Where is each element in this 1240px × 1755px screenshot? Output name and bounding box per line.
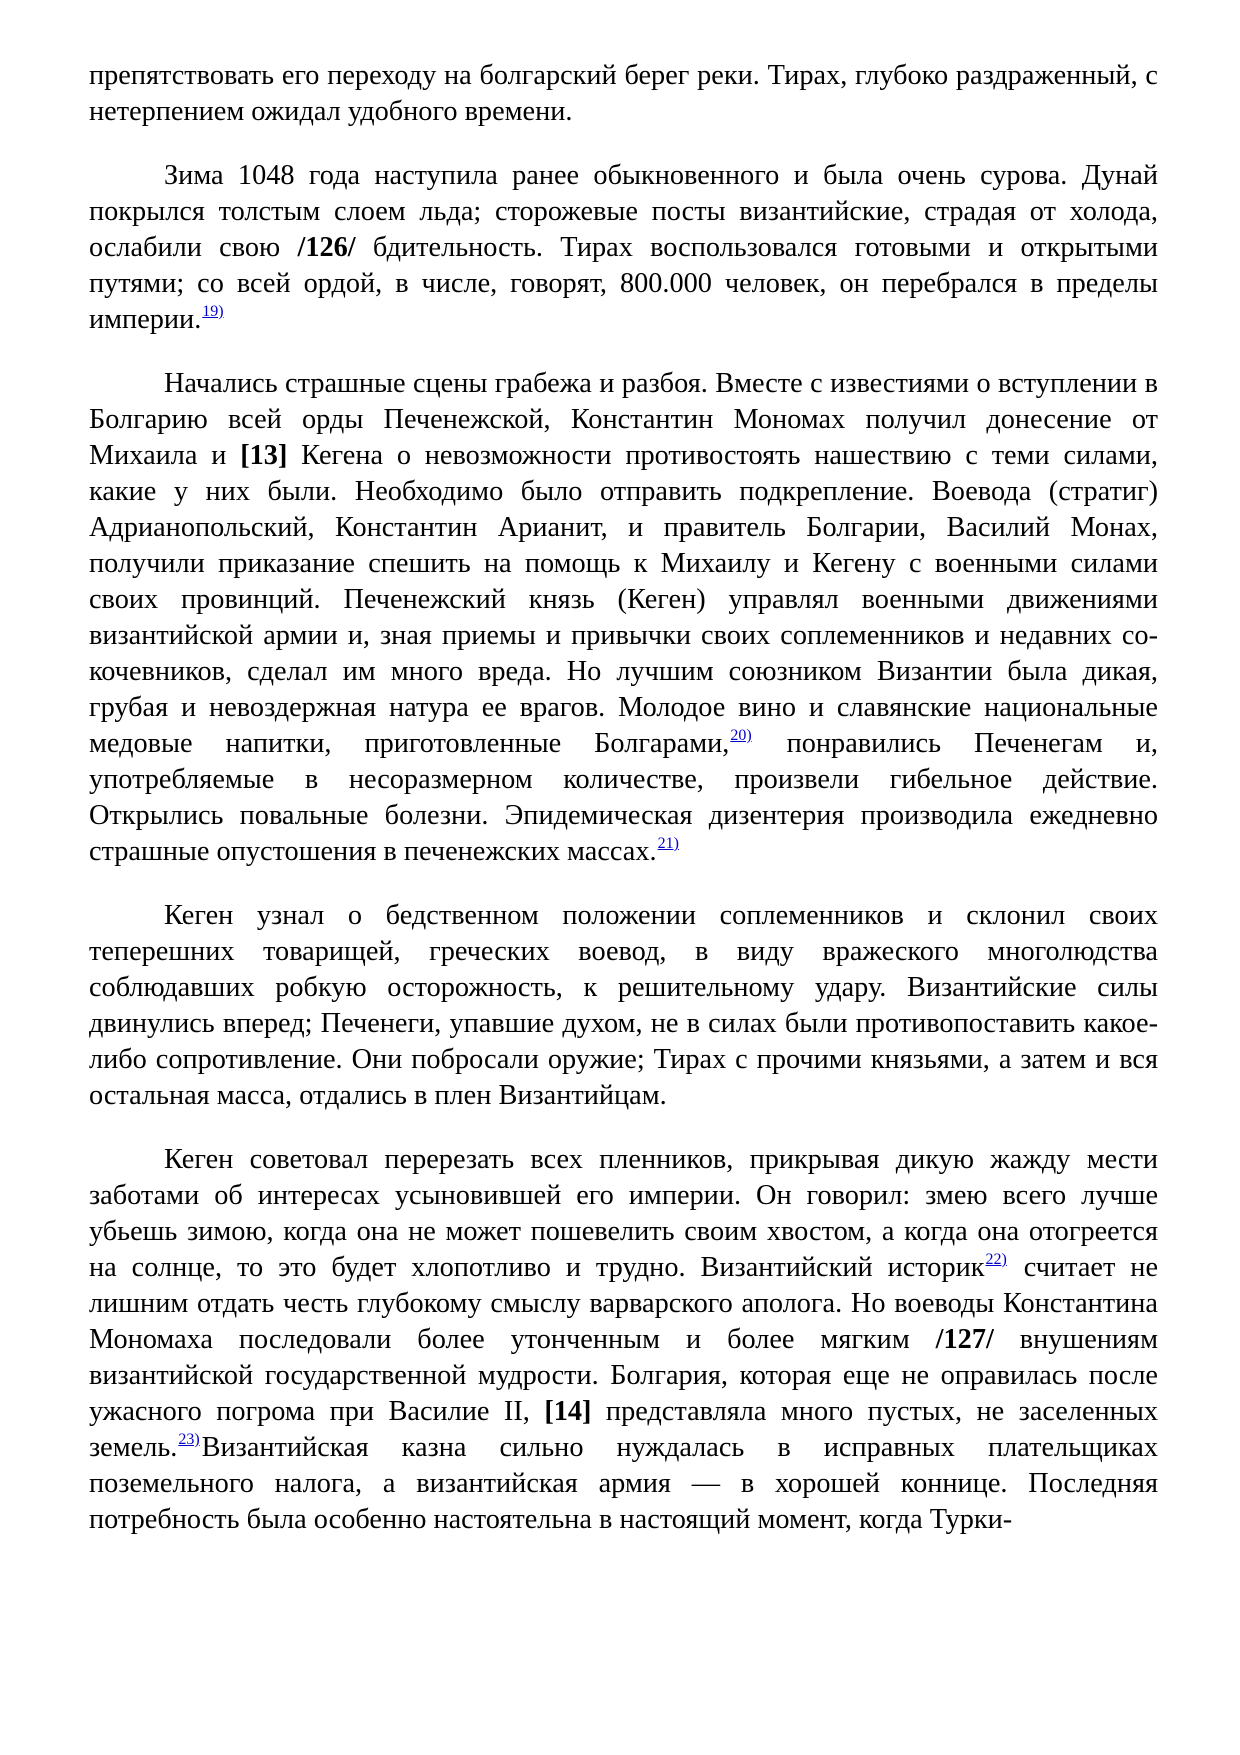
paragraph-text: представляла много пустых, не заселенных земель. (89, 1396, 1158, 1463)
paragraph-3 (89, 366, 1158, 870)
paragraph-1 (89, 58, 1158, 130)
paragraph-text: понравились Печенегам и, употребляемые в несоразмерном количестве, произвели гибельное действие. Открылись повальные болезни. Эпидемическая дизентерия производила ежедневно страшные опустошения в печенежских массах. (89, 728, 1158, 867)
paragraph-text: препятствовать его переходу на болгарский берег реки. Тирах, глубоко раздраженный, с нетерпением ожидал удобного времени. (89, 60, 1158, 127)
footnote-link-22[interactable]: 22) (985, 1251, 1007, 1268)
footnote-link-19[interactable]: 19) (202, 303, 224, 320)
footnote-link-21[interactable]: 21) (657, 835, 679, 852)
paragraph-text: бдительность. Тирах воспользовался готовыми и открытыми путями; со всей ордой, в числе, говорят, 800.000 человек, он перебрался в пределы империи. (89, 232, 1158, 335)
paragraph-text: Кеген советовал перерезать всех пленников, прикрывая дикую жажду мести заботами об интересах усыновившей его империи. Он говорил: змею всего лучше убьешь зимою, когда она не может пошевелить своим хвостом, а когда она отогреется на солнце, то это будет хлопотливо и трудно. Византийский историк (89, 1144, 1158, 1283)
paragraph-text: считает не лишним отдать честь глубокому смыслу варварского аполога. Но воеводы Константина Мономаха последовали более утонченным и более мягким (89, 1252, 1159, 1355)
paragraph-text: Зима 1048 года наступила ранее обыкновенного и была очень сурова. Дунай покрылся толстым слоем льда; сторожевые посты византийские, страдая от холода, ослабили свою (89, 160, 1158, 263)
paragraph-text: Начались страшные сцены грабежа и разбоя. Вместе с известиями о вступлении в Болгарию всей орды Печенежской, Константин Мономах получил донесение от Михаила и (89, 368, 1158, 471)
page-marker: [13] (240, 440, 288, 471)
document-page (89, 58, 1158, 1566)
page-marker: /126/ (297, 232, 356, 263)
page-marker: [14] (544, 1396, 592, 1427)
paragraph-text: Кегена о невозможности противостоять нашествию с теми силами, какие у них были. Необходимо было отправить подкрепление. Воевода (стратиг) Адрианопольский, Константин Арианит, и правитель Болгарии, Василий Монах, получили приказание спешить на помощь к Михаилу и Кегену с военными силами своих провинций. Печенежский князь (Кеген) управлял военными движениями византийской армии и, зная приемы и привычки своих соплеменников и недавних сокочевников, сделал им много вреда. Но лучшим союзником Византии была дикая, грубая и невоздержная натура ее врагов. Молодое вино и славянские национальные медовые напитки, приготовленные Болгарами, (89, 440, 1158, 759)
footnote-link-20[interactable]: 20) (730, 727, 752, 744)
paragraph-2 (89, 158, 1158, 338)
paragraph-text: Византийская казна сильно нуждалась в исправных плательщиках поземельного налога, а византийская армия — в хорошей коннице. Последняя потребность была особенно настоятельна в настоящий момент, когда Турки- (89, 1432, 1158, 1535)
footnote-link-23[interactable]: 23) (178, 1431, 200, 1448)
page-marker: /127/ (935, 1324, 994, 1355)
paragraph-5 (89, 1142, 1158, 1538)
paragraph-4 (89, 898, 1158, 1114)
paragraph-text: внушениям византийской государственной мудрости. Болгария, которая еще не оправилась после ужасного погрома при Василие II, (89, 1324, 1158, 1427)
paragraph-text: Кеген узнал о бедственном положении соплеменников и склонил своих теперешних товарищей, греческих воевод, в виду вражеского многолюдства соблюдавших робкую осторожность, к решительному удару. Византийские силы двинулись вперед; Печенеги, упавшие духом, не в силах были противопоставить какое-либо сопротивление. Они побросали оружие; Тирах с прочими князьями, а затем и вся остальная масса, отдались в плен Византийцам. (89, 900, 1158, 1111)
